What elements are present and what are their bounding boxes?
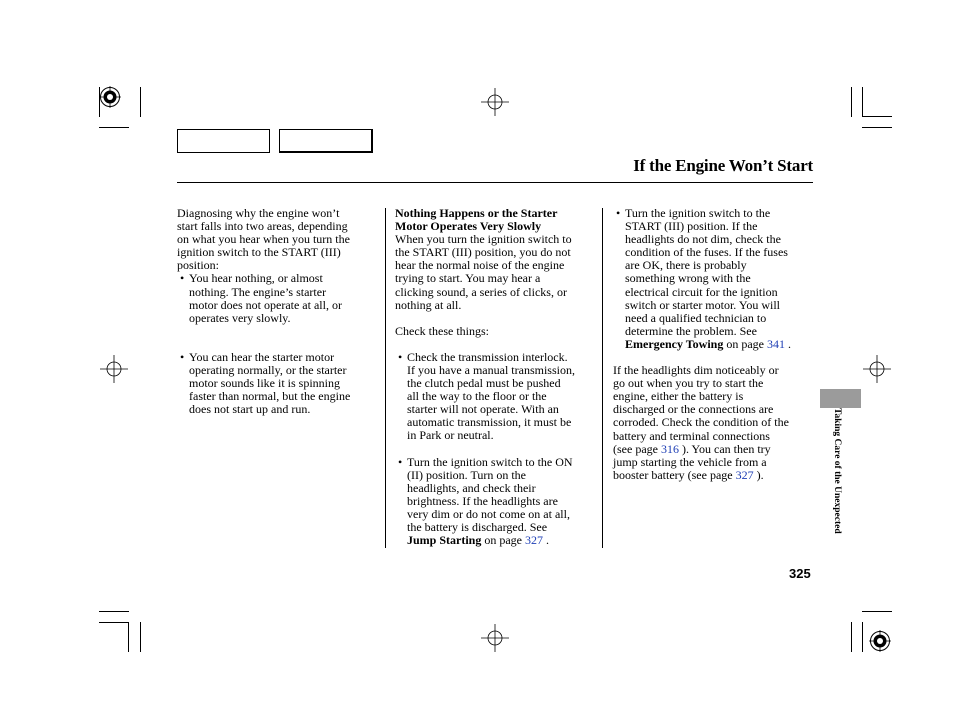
bullet-icon: • [616, 206, 621, 220]
nav-button-main-menu[interactable] [177, 129, 270, 153]
ref-title: Emergency Towing [625, 336, 724, 351]
spacer [177, 325, 382, 351]
check-label: Check these things: [395, 323, 489, 338]
column-divider [385, 208, 386, 548]
registration-target-icon [869, 630, 891, 652]
page-link[interactable]: 316 [660, 441, 679, 456]
page-link[interactable]: 327 [735, 467, 754, 482]
list-item: • You can hear the starter motor operating normally, or the starter motor sounds like it is spinning faster than normal, but the engine does not start up and run. [180, 349, 351, 417]
page-link[interactable]: 341 [767, 336, 785, 351]
bullet-icon: • [180, 271, 185, 286]
page-title: If the Engine Won’t Start [633, 156, 813, 175]
crosshair-icon [481, 88, 509, 116]
intro-paragraph: Diagnosing why the engine won’t start falls into two areas, depending on what you hear when you turn the ignition switch to the START (III) position: [177, 206, 350, 273]
chapter-tab-label: Taking Care of the Unexpected [832, 408, 842, 534]
crosshair-icon [100, 355, 128, 383]
page-link[interactable]: 327 [525, 533, 543, 548]
bullet-icon: • [398, 349, 403, 364]
column-divider [602, 208, 603, 548]
list-item: • Check the transmission interlock. If you have a manual transmission, the clutch pedal must be pushed all the way to the floor or the starter will not operate. With an automatic transmission, it must be in Park or neutral. [398, 349, 575, 443]
column-2 [395, 207, 600, 547]
registration-target-icon [99, 86, 121, 108]
column-1 [177, 207, 382, 416]
title-rule [177, 182, 813, 183]
column-3 [613, 207, 818, 482]
ref-title: Jump Starting [407, 533, 482, 548]
list-item: • Turn the ignition switch to the ON (II) position. Turn on the headlights, and check their brightness. If the headlights are very dim or do not come on at all, the battery is discharged. See Jump Starting on page 327 . [398, 454, 573, 548]
body-paragraph: When you turn the ignition switch to the START (III) position, you do not hear the normal noise of the engine trying to start. You may hear a clicking sound, a series of clicks, or nothing at all. [395, 232, 572, 312]
list-item: • Turn the ignition switch to the START (III) position. If the headlights do not dim, check the condition of the fuses. If the fuses are OK, there is probably something wrong with the electrical circuit for the ignition switch or starter motor. You will need a qualified technician to determine the problem. See Emergency Towing on page 341 . [616, 206, 791, 351]
list-item: • You hear nothing, or almost nothing. The engine’s starter motor does not operate at all, or operates very slowly. [180, 271, 342, 325]
crosshair-icon [481, 624, 509, 652]
nav-button-table-of-contents[interactable] [279, 129, 373, 153]
page-number: 325 [789, 566, 811, 581]
bullet-icon: • [398, 454, 403, 469]
section-heading: Nothing Happens or the Starter Motor Operates Very Slowly [395, 206, 558, 234]
crosshair-icon [863, 355, 891, 383]
bullet-icon: • [180, 349, 185, 364]
chapter-tab[interactable] [820, 389, 861, 408]
body-paragraph: If the headlights dim noticeably or go out when you try to start the engine, either the battery is discharged or the connections are corroded. Check the condition of the battery and terminal connections (see page 316 ). You can then try jump starting the vehicle from a booster battery (see page 327 ). [613, 363, 789, 482]
